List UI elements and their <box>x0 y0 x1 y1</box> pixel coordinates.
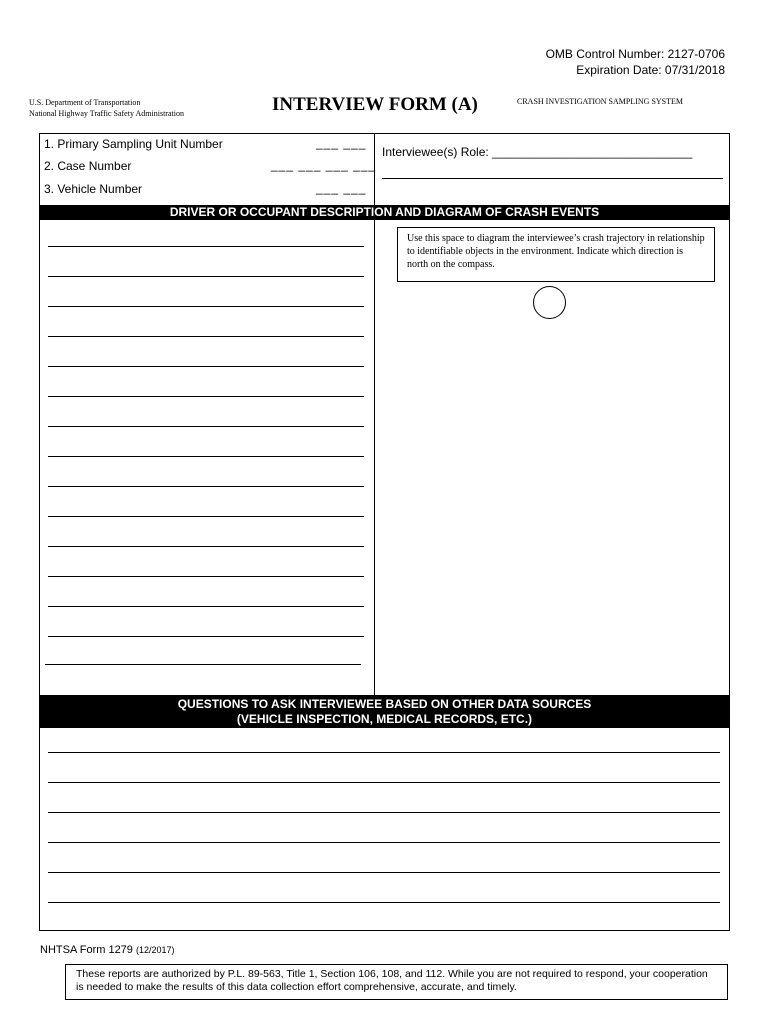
description-line[interactable] <box>48 396 364 397</box>
form-revision-date: (12/2017) <box>135 945 175 955</box>
expiration-date: Expiration Date: 07/31/2018 <box>576 63 725 77</box>
description-line[interactable] <box>48 516 364 517</box>
case-number-field[interactable]: ___ ___ ___ ___ <box>271 158 377 172</box>
description-line[interactable] <box>48 366 364 367</box>
omb-control-number: OMB Control Number: 2127-0706 <box>545 47 725 61</box>
description-line[interactable] <box>48 636 364 637</box>
form-title: INTERVIEW FORM (A) <box>272 94 478 115</box>
authorization-notice: These reports are authorized by P.L. 89-563, Title 1, Section 106, 108, and 112. While you are not required to respond, your cooperation is needed to make the results of this data collection effort comprehensive, accurate, and timely. <box>65 964 728 1000</box>
question-line[interactable] <box>48 872 720 873</box>
form-number <box>40 944 175 956</box>
description-line[interactable] <box>48 576 364 577</box>
agency-administration: National Highway Traffic Safety Administration <box>29 109 184 118</box>
agency-block <box>29 97 184 119</box>
description-line[interactable] <box>48 606 364 607</box>
description-line[interactable] <box>48 426 364 427</box>
description-line[interactable] <box>48 276 364 277</box>
description-line[interactable] <box>48 546 364 547</box>
interviewee-role-field[interactable]: Interviewee(s) Role: ______________________________ <box>382 145 693 159</box>
psu-label: 1. Primary Sampling Unit Number <box>44 137 223 151</box>
vehicle-number-field[interactable]: ___ ___ <box>316 181 367 195</box>
compass-circle-icon[interactable] <box>533 286 566 319</box>
question-line[interactable] <box>48 812 720 813</box>
section-heading-questions <box>39 695 730 728</box>
description-line[interactable] <box>48 456 364 457</box>
questions-heading-line1: QUESTIONS TO ASK INTERVIEWEE BASED ON OTHER DATA SOURCES <box>177 697 592 711</box>
agency-department: U.S. Department of Transportation <box>29 98 141 107</box>
description-line[interactable] <box>48 306 364 307</box>
question-line[interactable] <box>48 902 720 903</box>
system-name: CRASH INVESTIGATION SAMPLING SYSTEM <box>517 97 684 106</box>
form-number-text: NHTSA Form 1279 <box>40 944 133 956</box>
case-number-label: 2. Case Number <box>44 159 132 173</box>
question-line[interactable] <box>48 842 720 843</box>
question-line[interactable] <box>48 782 720 783</box>
interviewee-role-line[interactable] <box>382 178 723 179</box>
description-line[interactable] <box>48 486 364 487</box>
section-heading-description: DRIVER OR OCCUPANT DESCRIPTION AND DIAGRAM OF CRASH EVENTS <box>39 205 730 220</box>
description-line[interactable] <box>48 336 364 337</box>
questions-heading-line2: (VEHICLE INSPECTION, MEDICAL RECORDS, ETC.) <box>236 712 533 726</box>
description-line[interactable] <box>48 246 364 247</box>
question-line[interactable] <box>48 752 720 753</box>
vehicle-number-label: 3. Vehicle Number <box>44 182 143 196</box>
diagram-instructions: Use this space to diagram the interviewee’s crash trajectory in relationship to identifiable objects in the environment. Indicate which direction is north on the compass. <box>397 227 715 282</box>
psu-number-field[interactable]: ___ ___ <box>316 136 367 150</box>
description-line[interactable] <box>45 664 361 665</box>
